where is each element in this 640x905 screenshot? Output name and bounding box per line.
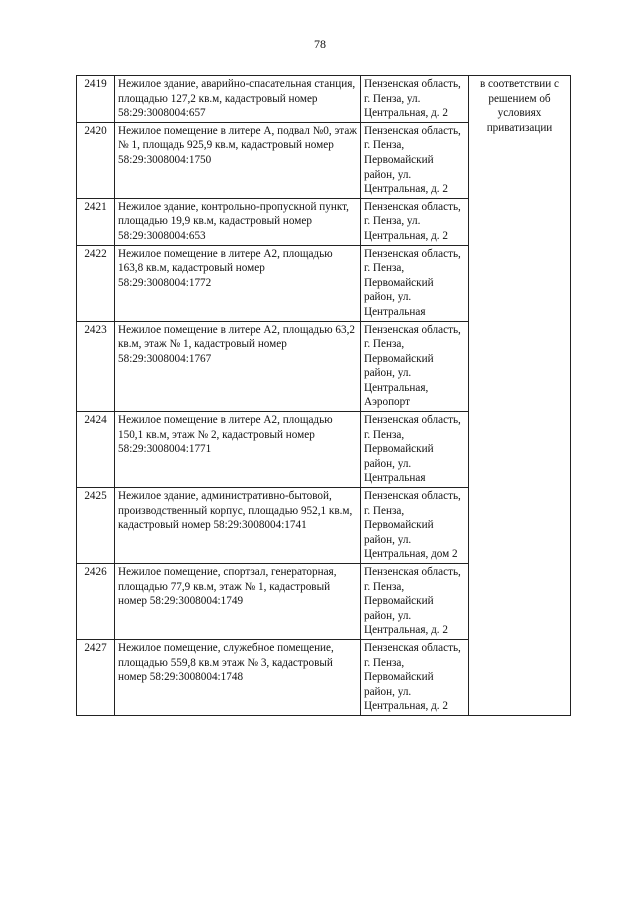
- property-description: Нежилое помещение в литере А2, площадью 63,2 кв.м, этаж № 1, кадастровый номер 58:29:3008004:1767: [115, 321, 361, 412]
- row-number: 2427: [77, 639, 115, 715]
- property-address: Пензенская область, г. Пенза, Первомайский район, ул. Центральная, д. 2: [361, 564, 469, 640]
- property-address: Пензенская область, г. Пенза, ул. Центральная, д. 2: [361, 76, 469, 123]
- property-address: Пензенская область, г. Пенза, Первомайский район, ул. Центральная, Аэропорт: [361, 321, 469, 412]
- property-description: Нежилое помещение, служебное помещение, площадью 559,8 кв.м этаж № 3, кадастровый номер 58:29:3008004:1748: [115, 639, 361, 715]
- page-number: 78: [314, 37, 326, 51]
- property-description: Нежилое здание, аварийно-спасательная станция, площадью 127,2 кв.м, кадастровый номер 58:29:3008004:657: [115, 76, 361, 123]
- row-number: 2426: [77, 564, 115, 640]
- property-description: Нежилое здание, административно-бытовой, производственный корпус, площадью 952,1 кв.м, кадастровый номер 58:29:3008004:1741: [115, 488, 361, 564]
- row-number: 2424: [77, 412, 115, 488]
- row-number: 2421: [77, 198, 115, 245]
- property-address: Пензенская область, г. Пенза, Первомайский район, ул. Центральная, дом 2: [361, 488, 469, 564]
- property-description: Нежилое здание, контрольно-пропускной пункт, площадью 19,9 кв.м, кадастровый номер 58:29:3008004:653: [115, 198, 361, 245]
- row-number: 2423: [77, 321, 115, 412]
- row-number: 2422: [77, 245, 115, 321]
- property-address: Пензенская область, г. Пенза, Первомайский район, ул. Центральная, д. 2: [361, 122, 469, 198]
- row-number: 2425: [77, 488, 115, 564]
- property-description: Нежилое помещение в литере А2, площадью 150,1 кв.м, этаж № 2, кадастровый номер 58:29:3008004:1771: [115, 412, 361, 488]
- property-description: Нежилое помещение, спортзал, генераторная, площадью 77,9 кв.м, этаж № 1, кадастровый номер 58:29:3008004:1749: [115, 564, 361, 640]
- property-address: Пензенская область, г. Пенза, Первомайский район, ул. Центральная: [361, 412, 469, 488]
- property-address: Пензенская область, г. Пенза, Первомайский район, ул. Центральная: [361, 245, 469, 321]
- row-number: 2419: [77, 76, 115, 123]
- property-address: Пензенская область, г. Пенза, ул. Центральная, д. 2: [361, 198, 469, 245]
- property-address: Пензенская область, г. Пенза, Первомайский район, ул. Центральная, д. 2: [361, 639, 469, 715]
- property-table: [76, 75, 571, 716]
- table-row: [77, 76, 571, 123]
- property-description: Нежилое помещение в литере А, подвал №0, этаж № 1, площадь 925,9 кв.м, кадастровый номер 58:29:3008004:1750: [115, 122, 361, 198]
- row-number: 2420: [77, 122, 115, 198]
- property-description: Нежилое помещение в литере А2, площадью 163,8 кв.м, кадастровый номер 58:29:3008004:1772: [115, 245, 361, 321]
- privatization-condition: в соответствии с решением об условиях приватизации: [469, 76, 571, 716]
